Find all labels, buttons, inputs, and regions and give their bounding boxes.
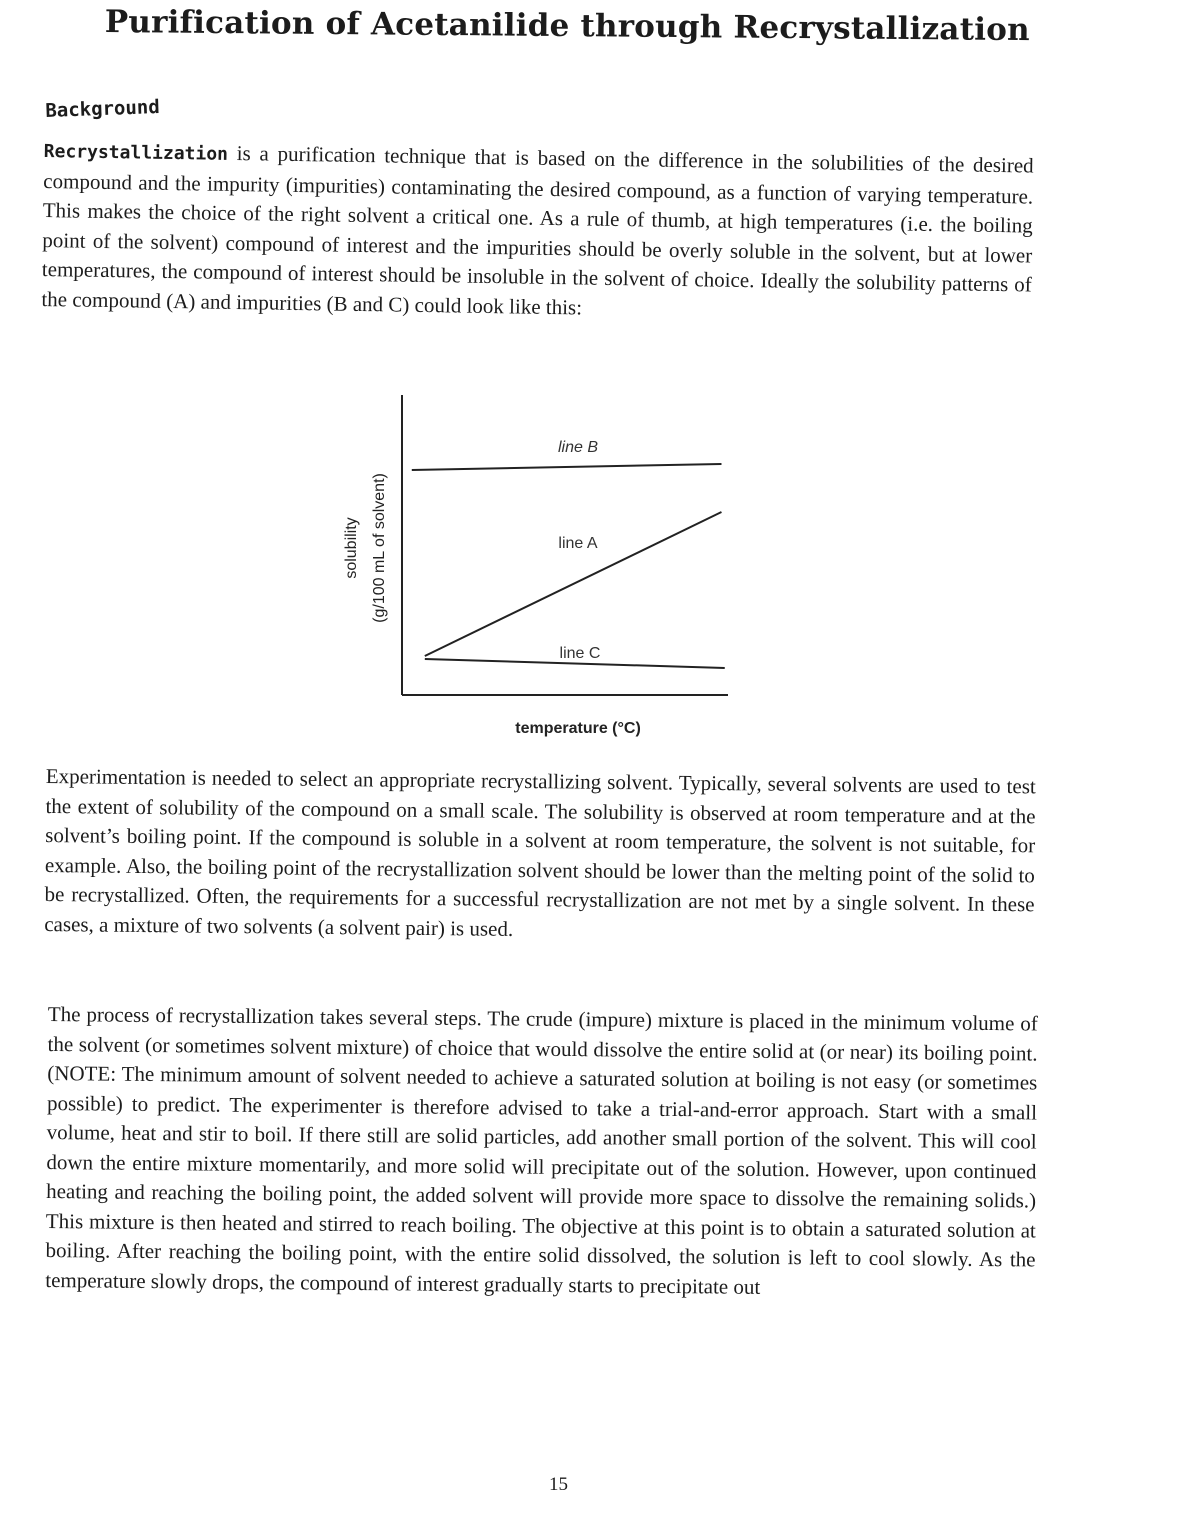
series-label-line-b: line B — [557, 439, 599, 456]
series-layer — [412, 439, 725, 668]
page-title: Purification of Acetanilide through Recrystallization — [104, 4, 1030, 49]
term-recrystallization: Recrystallization — [43, 140, 229, 165]
process-paragraph: The process of recrystallization takes several steps. The crude (impure) mixture is placed in the minimum volume of the solvent (or sometimes solvent mixture) of choice that would dissolve the entire solid at (or near) its boiling point. (NOTE: The minimum amount of solvent needed to achieve a saturated solution at boiling is not easy (or sometimes possible) to predict. The experimenter is therefore advised to take a trial-and-error approach. Start with a small volume, heat and stir to boil. If there still are solid particles, add another small portion of the solvent. This will cool down the entire mixture momentarily, and more solid will precipitate out of the solution. However, upon continued heating and reaching the boiling point, the added solvent will provide more space to dissolve the remaining solids.) This mixture is then heated and stirred to reach boiling. The objective at this point is to obtain a saturated solution at boiling. After reaching the boiling point, with the entire solid dissolved, the solution is left to cool slowly. As the temperature slowly drops, the compound of interest gradually starts to precipitate out — [45, 1001, 1038, 1299]
series-label-line-c: line C — [559, 645, 601, 662]
y-axis-units: (g/100 mL of solvent) — [371, 473, 388, 623]
series-line-b — [412, 464, 722, 470]
background-paragraph-text: is a purification technique that is based on the difference in the solubilities of the desired compound and the impurity (impurities) contaminating the desired compound, as a function of varying temperature. This makes the choice of the right solvent a critical one. As a rule of thumb, at high temperatures (i.e. the boiling point of the solvent) compound of interest and the impurities should be overly soluble in the solvent, but at lower temperatures, the compound of interest should be insoluble in the solvent of choice. Ideally the solubility patterns of the compound (A) and impurities (B and C) could look like this: — [41, 140, 1034, 319]
experimentation-paragraph: Experimentation is needed to select an appropriate recrystallizing solvent. Typically, several solvents are used to test the extent of solubility of the compound on a small scale. The solubility is observed at room temperature and at the solvent’s boiling point. If the compound is soluble in a solvent at room temperature, the solvent is not suitable, for example. Also, the boiling point of the recrystallization solvent should be lower than the melting point of the solid to be recrystallized. Often, the requirements for a successful recrystallization are not met by a single solvent. In these cases, a mixture of two solvents (a solvent pair) is used. — [44, 763, 1036, 941]
section-heading: Background — [45, 96, 161, 122]
background-paragraph — [41, 136, 1034, 330]
y-axis-label: solubility — [343, 517, 360, 579]
solubility-chart — [320, 380, 740, 750]
solubility-chart-svg — [320, 380, 740, 750]
series-line-a — [425, 512, 722, 656]
x-axis-label: temperature (°C) — [515, 720, 641, 737]
page-number: 15 — [549, 1474, 568, 1495]
series-label-line-a: line A — [558, 535, 598, 552]
